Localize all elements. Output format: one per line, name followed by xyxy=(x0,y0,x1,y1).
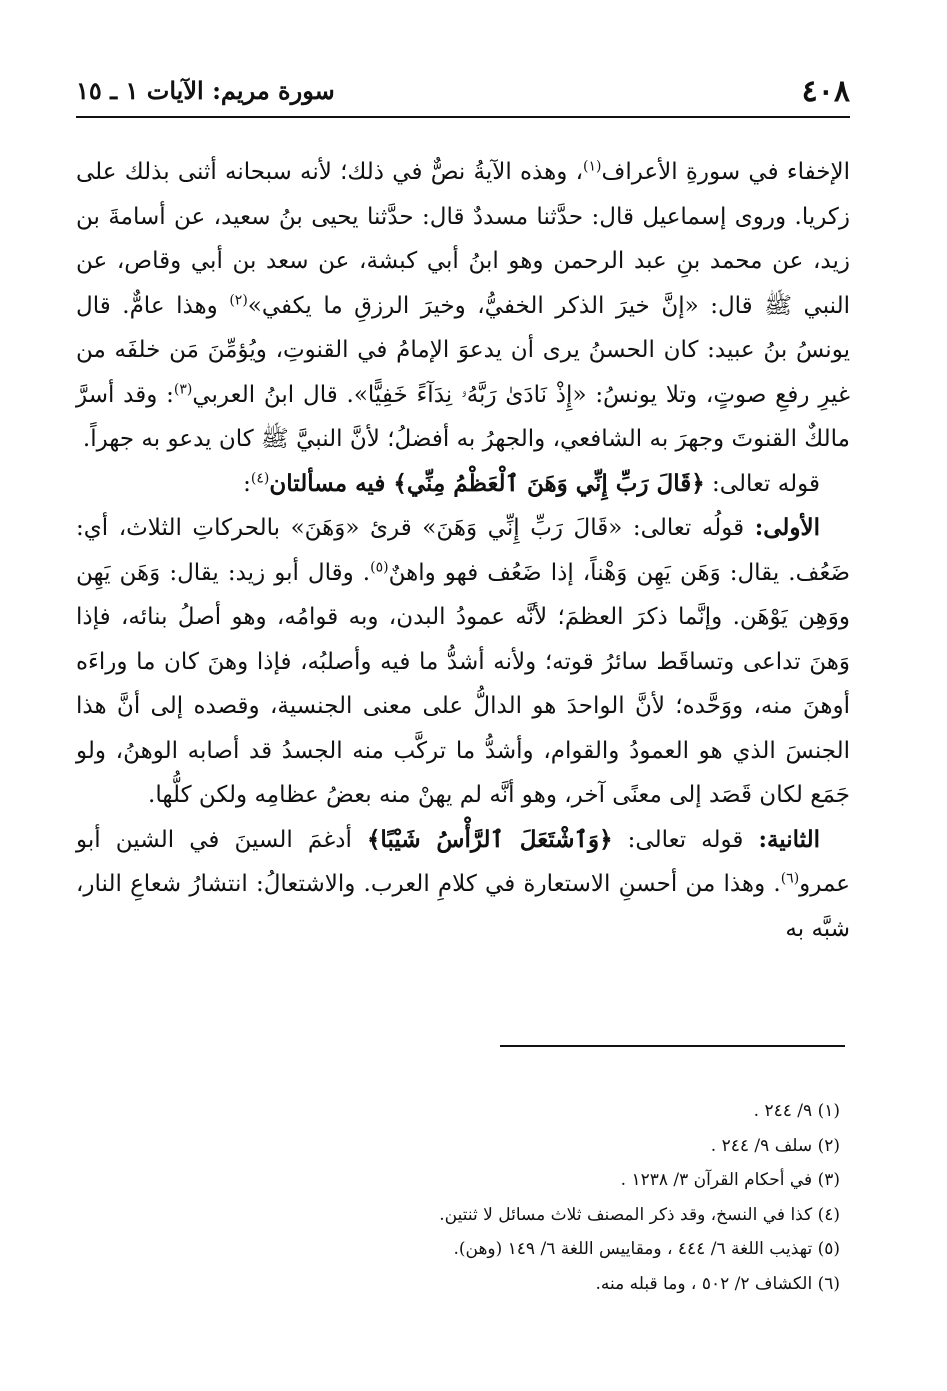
footnotes xyxy=(300,1094,840,1301)
paragraph-text: . وهذا من أحسنِ الاستعارة في كلامِ العرب. والاشتعالُ: انتشارُ شعاعِ النار، شبَّه به xyxy=(76,871,850,942)
paragraph-text: الإخفاء في سورةِ الأعراف xyxy=(601,159,851,185)
paragraph-text: ، وهذه الآيةُ نصٌّ في ذلك؛ لأنه سبحانه أثنى بذلك على زكريا. وروى إسماعيل قال: حدَّثنا مسددٌ قال: حدَّثنا يحيى بنُ سعيد، عن أسامةَ بن زيد، عن محمد بنِ عبد الرحمن وهو ابنُ أبي كبشة، عن سعد بن أبي وقاص، عن النبي ﷺ قال: «إنَّ خيرَ الذكر الخفيُّ، وخيرَ الرزقِ ما يكفي» xyxy=(76,159,850,319)
paragraph-1 xyxy=(76,150,850,462)
main-text xyxy=(76,150,850,951)
running-title: سورة مريم: الآيات ١ ـ ١٥ xyxy=(76,76,335,105)
footnote-ref: (٢) xyxy=(229,291,248,308)
page-number: ٤٠٨ xyxy=(801,74,850,109)
footnote-ref: (٣) xyxy=(173,380,193,397)
paragraph-text: وهذا عامٌّ. قال يونسُ بنُ عبيد: كان الحسنُ يرى أن يدعوَ الإمامُ في القنوتِ، ويُؤمِّنَ مَن خلفَه من غيرِ رفعِ صوتٍ، وتلا يونسُ: «إِذْ نَادَىٰ رَبَّهُۥ نِدَآءً خَفِيًّا». قال ابنُ العربي xyxy=(76,292,850,408)
footnote-ref: (٥) xyxy=(370,558,389,575)
quran-verse: ﴿وَٱشْتَعَلَ ٱلرَّأْسُ شَيْبًا﴾ xyxy=(366,825,613,853)
paragraph-text: أدغمَ السينَ في الشين أبو عمرو xyxy=(76,826,850,897)
quran-verse: ﴿قَالَ رَبِّ إِنِّي وَهَنَ ٱلْعَظْمُ مِنِّي﴾ xyxy=(393,469,705,497)
footnote-ref: (١) xyxy=(583,158,602,175)
footnote-item: (١) ٩/ ٢٤٤ . xyxy=(753,1101,840,1121)
footnote-item: (٦) الكشاف ٢/ ٥٠٢ ، وما قبله منه. xyxy=(595,1273,840,1294)
footnote-item: (٥) تهذيب اللغة ٦/ ٤٤٤ ، ومقاييس اللغة ٦/ ١٤٩ (وهن). xyxy=(453,1239,840,1259)
footnote-ref: (٦) xyxy=(780,870,800,887)
footnote-item: (٣) في أحكام القرآن ٣/ ١٢٣٨ . xyxy=(620,1170,840,1190)
paragraph-text: فيه مسألتان xyxy=(269,469,394,497)
paragraph-text: : وقد أسرَّ مالكٌ القنوتَ وجهرَ به الشافعي، والجهرُ به أفضلُ؛ لأنَّ النبيَّ ﷺ كان يدعو به جهراً. xyxy=(76,381,850,452)
footnote-item: (٤) كذا في النسخ، وقد ذكر المصنف ثلاث مسائل لا ثنتين. xyxy=(439,1204,840,1225)
paragraph-3 xyxy=(76,506,850,818)
header-rule xyxy=(76,116,850,118)
paragraph-text: : xyxy=(243,470,251,497)
footnote-item: (٢) سلف ٩/ ٢٤٤ . xyxy=(710,1135,840,1156)
footnote-ref: (٤) xyxy=(250,469,270,486)
page-header xyxy=(76,66,850,118)
section-lead: الأولى: xyxy=(754,514,820,541)
paragraph-2 xyxy=(76,462,850,507)
paragraph-4 xyxy=(76,818,850,952)
paragraph-text: قوله تعالى: xyxy=(612,826,759,853)
paragraph-text: قوله تعالى: xyxy=(704,470,820,497)
paragraph-text: . وقال أبو زيد: يقال: وَهَن يَهِن ووَهِن يَوْهَن. وإنَّما ذكرَ العظمَ؛ لأنَّه عمودُ البدن، وبه قوامُه، وهو أصلُ بنائه، فإذا وَهنَ تداعى وتساقَط سائرُ قوته؛ ولأنه أشدُّ ما فيه وأصلبُه، فإذا وهنَ كان ما وراءَه أوهنَ منه، ووَحَّده؛ لأنَّ الواحدَ هو الدالُّ على معنى الجنسية، وقصده إلى أنَّ هذا الجنسَ الذي هو العمودُ والقوام، وأشدُّ ما تركَّب منه الجسدُ قد أصابه الوهنُ، ولو جَمَع لكان قَصَد إلى معنًى آخر، وهو أنَّه لم يهنْ منه بعضُ عظامِه ولكن كلُّها. xyxy=(76,559,850,808)
footnote-separator xyxy=(500,1045,845,1047)
paragraph-text: قولُه تعالى: «قَالَ رَبِّ إِنِّي وَهَنَ» قرئ «وَهَنَ» بالحركاتِ الثلاث، أي: ضَعُف. يقال: وَهَن يَهِن وَهْناً، إذا ضَعُف فهو واهنٌ xyxy=(76,515,850,586)
section-lead: الثانية: xyxy=(758,825,820,853)
